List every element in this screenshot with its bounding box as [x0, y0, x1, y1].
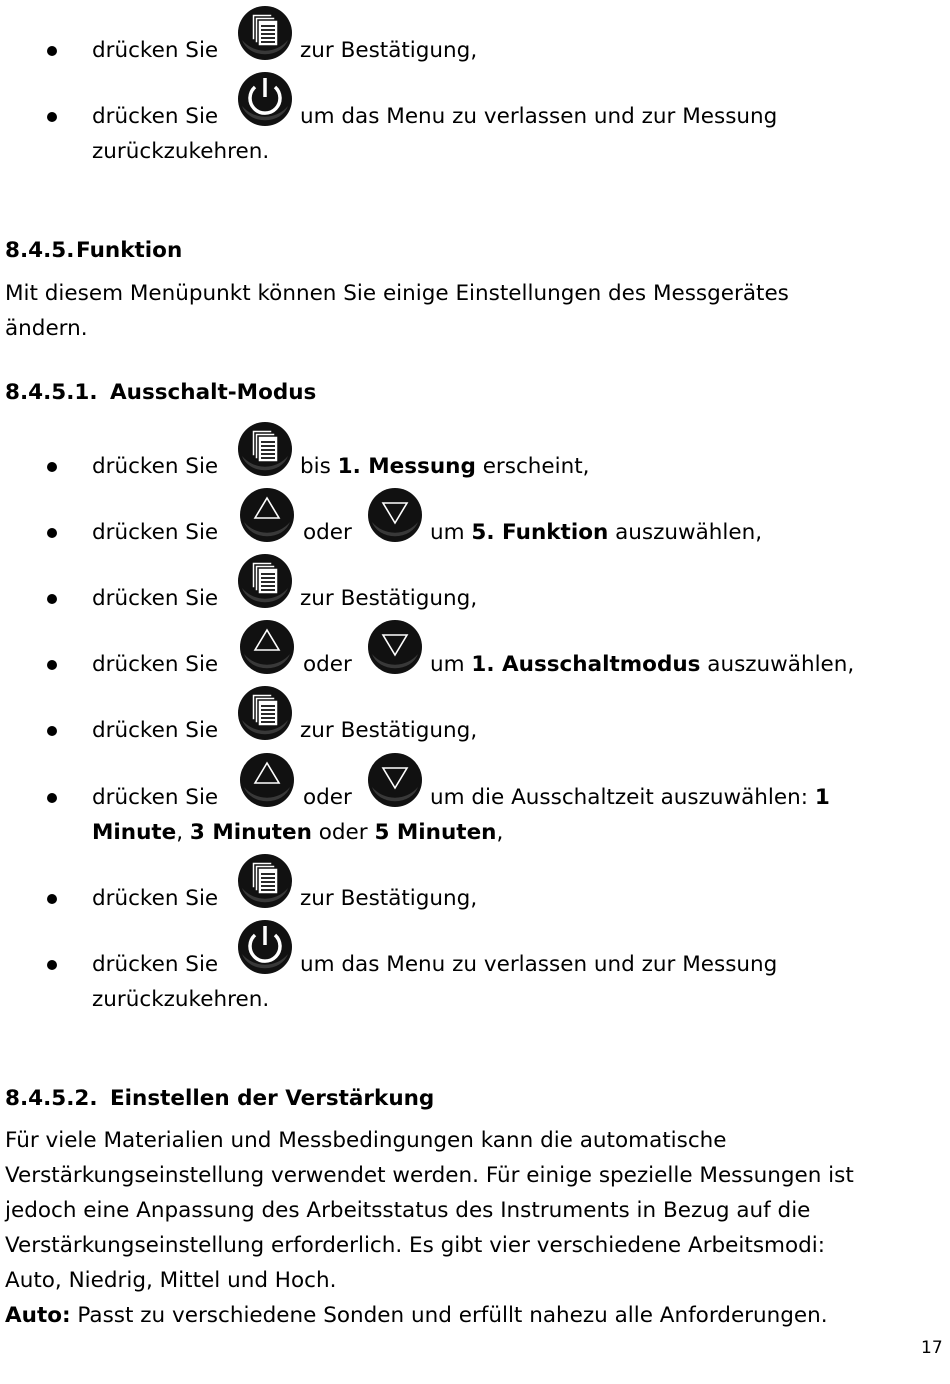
step-text: zurückzukehren. — [92, 987, 270, 1012]
section-number: 8.4.5.2. — [5, 1086, 98, 1111]
step-text: drücken Sie — [92, 886, 219, 911]
step-text: drücken Sie — [92, 952, 219, 977]
step-text: um das Menu zu verlassen und zur Messung — [300, 952, 778, 977]
step-text: um das Menu zu verlassen und zur Messung — [300, 104, 778, 129]
step-text: drücken Sie — [92, 652, 219, 677]
paragraph-line: jedoch eine Anpassung des Arbeitsstatus des Instruments in Bezug auf die — [5, 1198, 811, 1223]
menu-doc-icon — [236, 552, 294, 610]
arrow-up-icon — [238, 751, 296, 809]
step-text: bis 1. Messung erscheint, — [300, 454, 590, 479]
step-text: drücken Sie — [92, 785, 219, 810]
arrow-up-icon — [238, 618, 296, 676]
menu-doc-icon — [236, 852, 294, 910]
menu-doc-icon — [236, 4, 294, 62]
section-number: 8.4.5. — [5, 238, 75, 263]
section-title: Ausschalt-Modus — [110, 380, 317, 405]
step-text: zur Bestätigung, — [300, 886, 478, 911]
step-text: oder — [303, 785, 352, 810]
paragraph-line: Für viele Materialien und Messbedingungen kann die automatische — [5, 1128, 727, 1153]
menu-doc-icon — [236, 420, 294, 478]
step-text: um 1. Ausschaltmodus auszuwählen, — [430, 652, 855, 677]
step-text: um 5. Funktion auszuwählen, — [430, 520, 763, 545]
step-text: drücken Sie — [92, 718, 219, 743]
paragraph-line: Verstärkungseinstellung erforderlich. Es gibt vier verschiedene Arbeitsmodi: — [5, 1233, 825, 1258]
page-number: 17 — [921, 1338, 943, 1358]
step-text: drücken Sie — [92, 38, 219, 63]
bullet — [47, 528, 57, 538]
step-text: drücken Sie — [92, 454, 219, 479]
bullet — [47, 594, 57, 604]
bullet — [47, 112, 57, 122]
bullet — [47, 726, 57, 736]
step-text: drücken Sie — [92, 586, 219, 611]
bullet — [47, 462, 57, 472]
bullet — [47, 793, 57, 803]
paragraph-line: Auto, Niedrig, Mittel und Hoch. — [5, 1268, 337, 1293]
step-text: zur Bestätigung, — [300, 586, 478, 611]
bullet — [47, 46, 57, 56]
bullet — [47, 894, 57, 904]
arrow-down-icon — [366, 618, 424, 676]
step-text: zur Bestätigung, — [300, 38, 478, 63]
power-icon — [236, 918, 294, 976]
power-icon — [236, 70, 294, 128]
step-text: oder — [303, 520, 352, 545]
section-title: Einstellen der Verstärkung — [110, 1086, 435, 1111]
intro-text: Mit diesem Menüpunkt können Sie einige Einstellungen des Messgerätes — [5, 281, 789, 306]
section-title: Funktion — [76, 238, 183, 263]
paragraph-line: Auto: Passt zu verschiedene Sonden und erfüllt nahezu alle Anforderungen. — [5, 1303, 828, 1328]
menu-doc-icon — [236, 684, 294, 742]
intro-text: ändern. — [5, 316, 88, 341]
arrow-down-icon — [366, 486, 424, 544]
paragraph-line: Verstärkungseinstellung verwendet werden. Für einige spezielle Messungen ist — [5, 1163, 854, 1188]
step-text: zurückzukehren. — [92, 139, 270, 164]
section-number: 8.4.5.1. — [5, 380, 98, 405]
bullet — [47, 660, 57, 670]
arrow-down-icon — [366, 751, 424, 809]
step-text: Minute, 3 Minuten oder 5 Minuten, — [92, 820, 504, 845]
step-text: um die Ausschaltzeit auszuwählen: 1 — [430, 785, 830, 810]
bullet — [47, 960, 57, 970]
step-text: drücken Sie — [92, 104, 219, 129]
step-text: drücken Sie — [92, 520, 219, 545]
arrow-up-icon — [238, 486, 296, 544]
step-text: zur Bestätigung, — [300, 718, 478, 743]
step-text: oder — [303, 652, 352, 677]
